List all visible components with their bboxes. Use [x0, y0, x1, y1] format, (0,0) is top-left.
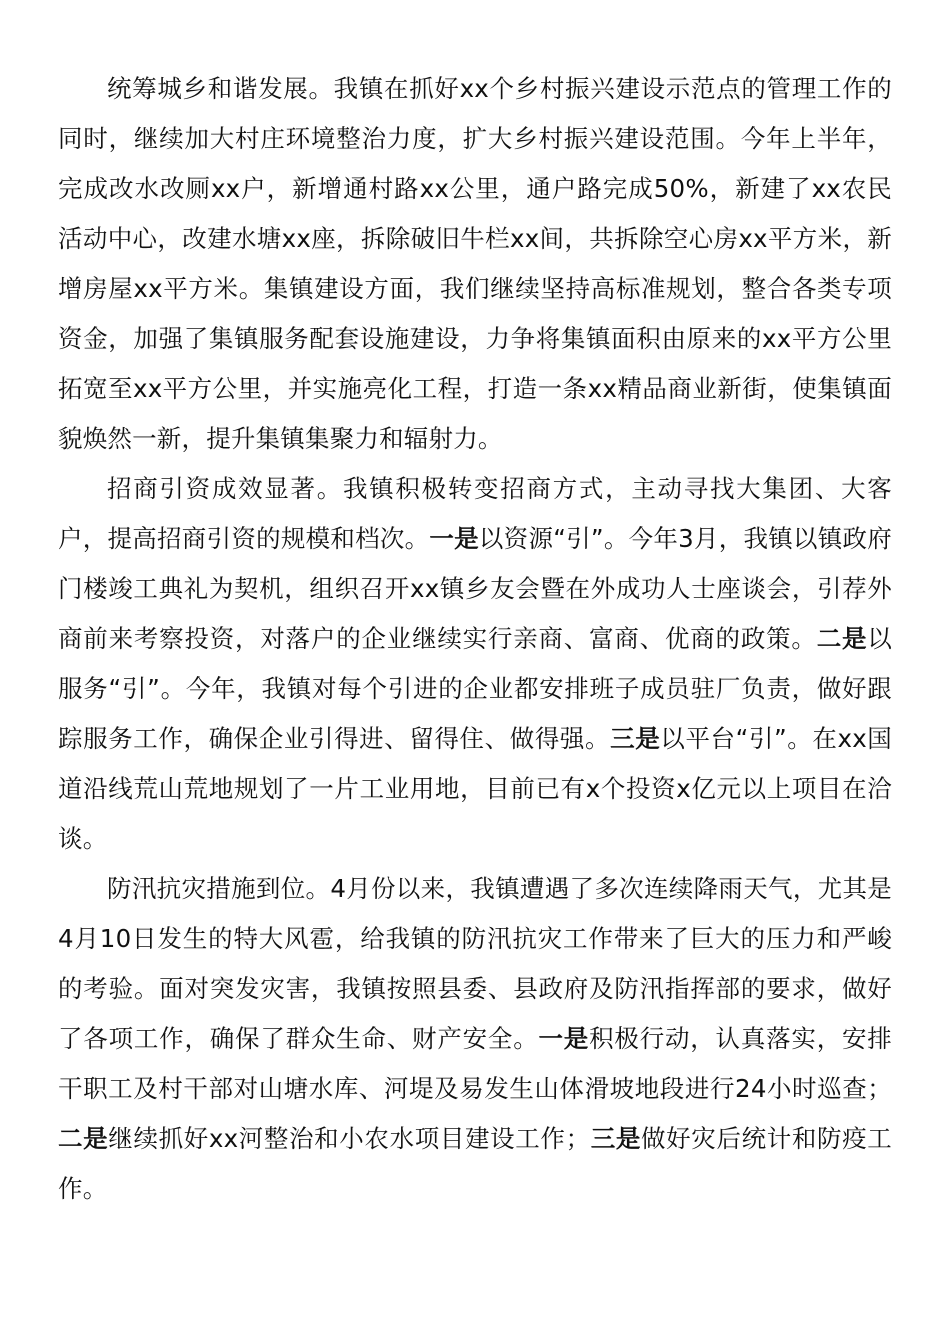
- paragraph-rural-development: [58, 64, 892, 464]
- paragraph-text: 以平台“引”。在xx国道沿线荒山荒地规划了一片工业用地，目前已有x个投资x亿元以上项目在洽谈。: [58, 724, 892, 853]
- paragraph-text: 招商引资成效显著。我镇积极转变招商方式，主动寻找大集团、大客户，提高招商引资的规模和档次。: [58, 474, 892, 553]
- paragraph-flood-control: [58, 864, 892, 1214]
- bold-marker: 一是: [429, 524, 479, 553]
- paragraph-text: 防汛抗灾措施到位。4月份以来，我镇遭遇了多次连续降雨天气，尤其是4月10日发生的特大风雹，给我镇的防汛抗灾工作带来了巨大的压力和严峻的考验。面对突发灾害，我镇按照县委、县政府及防汛指挥部的要求，做好了各项工作，确保了群众生命、财产安全。: [58, 874, 892, 1053]
- paragraph-text: 以服务“引”。今年，我镇对每个引进的企业都安排班子成员驻厂负责，做好跟踪服务工作，确保企业引得进、留得住、做得强。: [58, 624, 893, 753]
- paragraph-text: 统筹城乡和谐发展。我镇在抓好xx个乡村振兴建设示范点的管理工作的同时，继续加大村庄环境整治力度，扩大乡村振兴建设范围。今年上半年，完成改水改厕xx户，新增通村路xx公里，通户路完成50%，新建了xx农民活动中心，改建水塘xx座，拆除破旧牛栏xx间，共拆除空心房xx平方米，新增房屋xx平方米。集镇建设方面，我们继续坚持高标准规划，整合各类专项资金，加强了集镇服务配套设施建设，力争将集镇面积由原来的xx平方公里拓宽至xx平方公里，并实施亮化工程，打造一条xx精品商业新街，使集镇面貌焕然一新，提升集镇集聚力和辐射力。: [58, 74, 892, 453]
- bold-marker: 二是: [816, 624, 868, 653]
- paragraph-text: 积极行动，认真落实，安排干职工及村干部对山塘水库、河堤及易发生山体滑坡地段进行24小时巡查；: [58, 1024, 892, 1103]
- document-body: [58, 64, 892, 1214]
- bold-marker: 三是: [590, 1124, 642, 1153]
- paragraph-text: 以资源“引”。今年3月，我镇以镇政府门楼竣工典礼为契机，组织召开xx镇乡友会暨在外成功人士座谈会，引荐外商前来考察投资，对落户的企业继续实行亲商、富商、优商的政策。: [58, 524, 893, 653]
- bold-marker: 三是: [610, 724, 661, 753]
- paragraph-text: 继续抓好xx河整治和小农水项目建设工作；: [108, 1124, 591, 1153]
- bold-marker: 二是: [58, 1124, 109, 1153]
- paragraph-investment-attraction: [58, 464, 892, 864]
- bold-marker: 一是: [538, 1024, 590, 1053]
- paragraph-text: 做好灾后统计和防疫工作。: [58, 1124, 893, 1203]
